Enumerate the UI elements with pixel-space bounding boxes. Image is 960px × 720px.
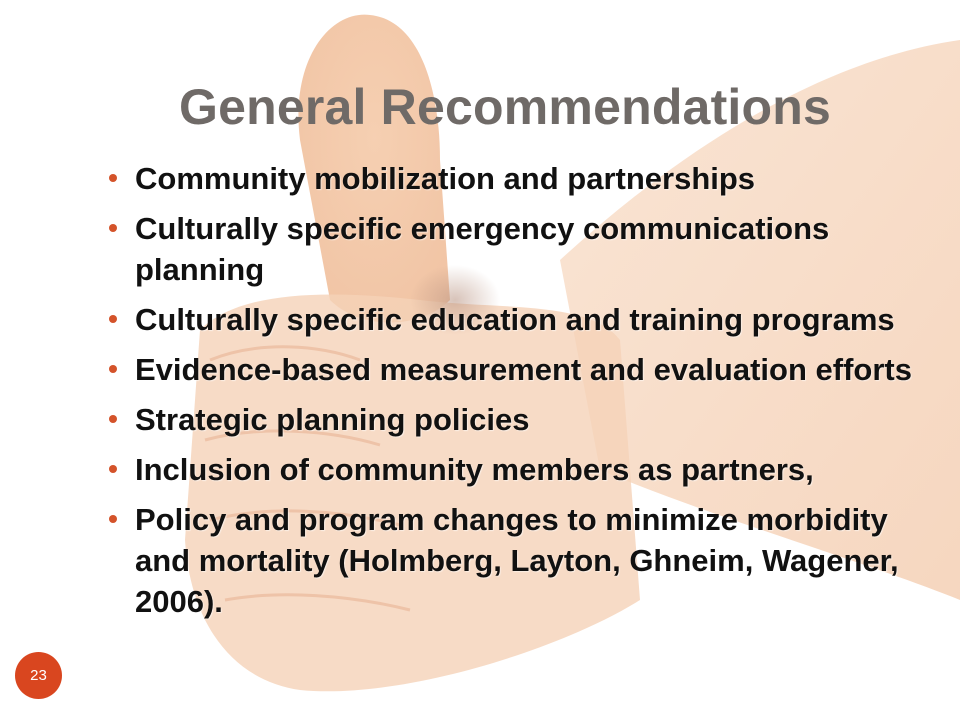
recommendations-list: [106, 158, 936, 631]
bullet-icon: [109, 465, 117, 473]
list-item-text: Policy and program changes to minimize morbidity and mortality (Holmberg, Layton, Ghneim, Wagener, 2006).: [135, 502, 899, 619]
list-item: [106, 158, 936, 199]
slide-title: General Recommendations: [178, 79, 831, 135]
slide-number-badge: 23: [15, 652, 62, 699]
list-item-text: Community mobilization and partnerships: [135, 161, 756, 196]
bullet-icon: [109, 174, 117, 182]
list-item: [106, 208, 936, 290]
list-item-text: Evidence-based measurement and evaluation efforts: [135, 352, 912, 387]
bullet-icon: [109, 415, 117, 423]
list-item: [106, 499, 936, 622]
bullet-icon: [109, 365, 117, 373]
bullet-icon: [109, 224, 117, 232]
list-item-text: Strategic planning policies: [135, 402, 530, 437]
list-item: [106, 399, 936, 440]
list-item: [106, 449, 936, 490]
list-item: [106, 349, 936, 390]
list-item: [106, 299, 936, 340]
list-item-text: Inclusion of community members as partners,: [135, 452, 814, 487]
bullet-icon: [109, 315, 117, 323]
list-item-text: Culturally specific education and training programs: [135, 302, 895, 337]
list-item-text: Culturally specific emergency communications planning: [135, 211, 830, 287]
bullet-icon: [109, 515, 117, 523]
